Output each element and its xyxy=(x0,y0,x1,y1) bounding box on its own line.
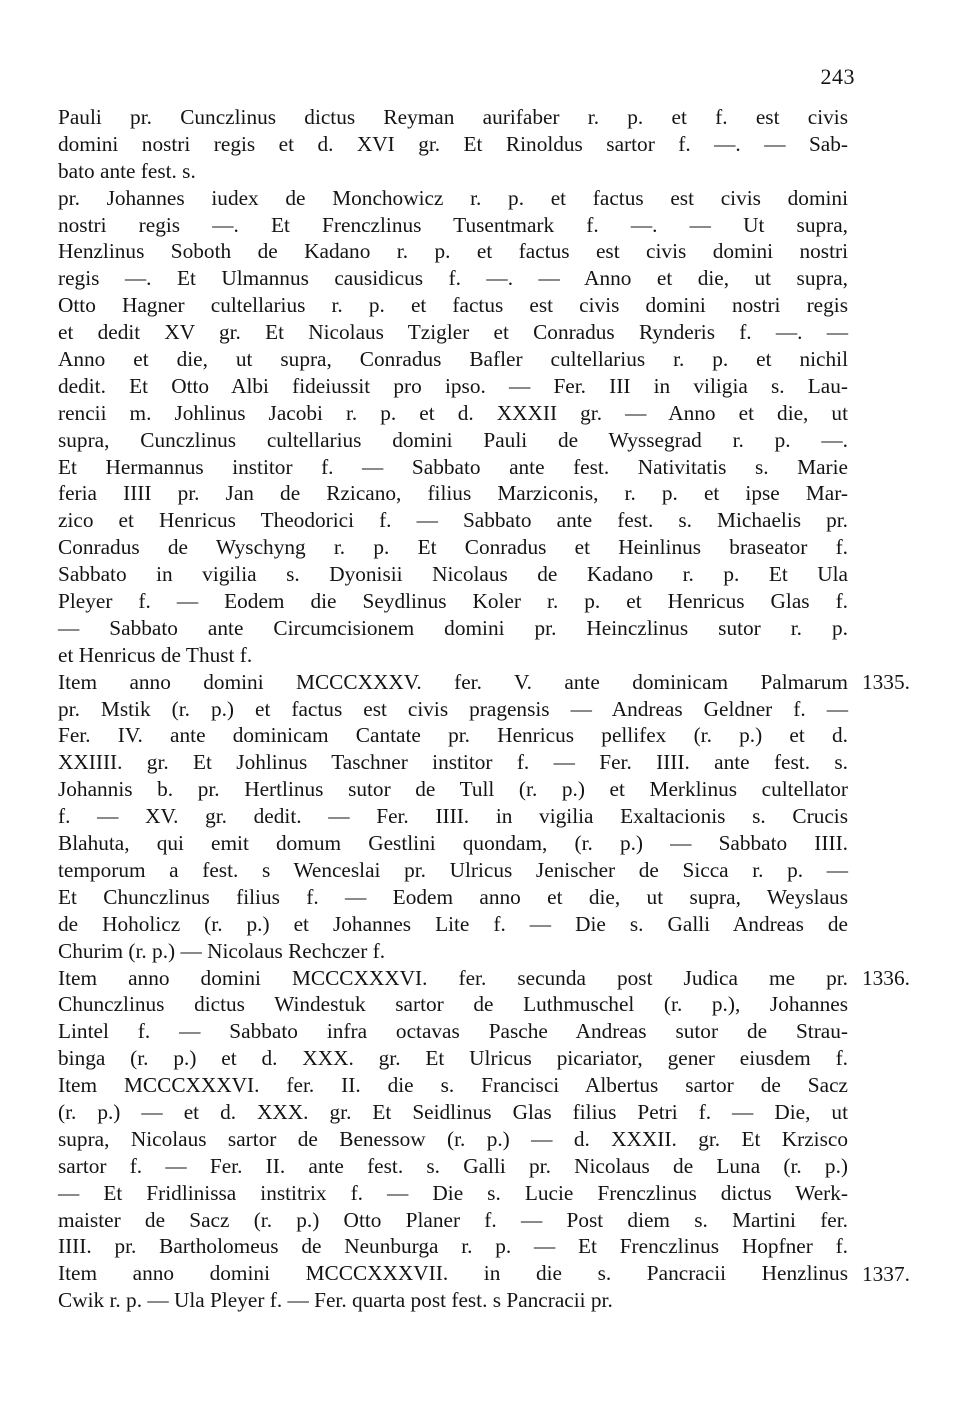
text-line: Pauli pr. Cunczlinus dictus Reyman aurifaber r. p. et f. est civis xyxy=(58,105,848,129)
text-line: rencii m. Johlinus Jacobi r. p. et d. XXXII gr. — Anno et die, ut xyxy=(58,400,848,425)
text-line: zico et Henricus Theodorici f. — Sabbato ante fest. s. Michaelis pr. xyxy=(58,508,848,533)
year-mark: 1335. xyxy=(862,669,910,694)
text-line: f. — XV. gr. dedit. — Fer. IIII. in vigilia Exaltacionis s. Crucis xyxy=(58,804,848,829)
text-line: bato ante fest. s. xyxy=(58,158,196,183)
text-line: — Sabbato ante Circumcisionem domini pr. Heinczlinus sutor r. p. xyxy=(58,615,848,640)
text-line: Sabbato in vigilia s. Dyonisii Nicolaus de Kadano r. p. Et Ula xyxy=(58,562,848,587)
text-line: Blahuta, qui emit domum Gestlini quondam, (r. p.) — Sabbato IIII. xyxy=(58,831,848,856)
text-line: nostri regis —. Et Frenczlinus Tusentmark f. —. — Ut supra, xyxy=(58,212,848,237)
text-line: maister de Sacz (r. p.) Otto Planer f. — Post diem s. Martini fer. xyxy=(58,1207,848,1232)
text-line: sartor f. — Fer. II. ante fest. s. Galli pr. Nicolaus de Luna (r. p.) xyxy=(58,1153,848,1178)
text-line: domini nostri regis et d. XVI gr. Et Rinoldus sartor f. —. — Sab- xyxy=(58,131,848,156)
text-line: — Et Fridlinissa institrix f. — Die s. Lucie Frenczlinus dictus Werk- xyxy=(58,1180,848,1205)
text-line: Pleyer f. — Eodem die Seydlinus Koler r. p. et Henricus Glas f. xyxy=(58,589,848,614)
year-mark: 1336. xyxy=(862,965,910,990)
text-line: Cwik r. p. — Ula Pleyer f. — Fer. quarta post fest. s Pancracii pr. xyxy=(58,1288,613,1313)
text-line: Item anno domini MCCCXXXVII. in die s. Pancracii Henzlinus xyxy=(58,1261,848,1286)
text-line: Lintel f. — Sabbato infra octavas Pasche Andreas sutor de Strau- xyxy=(58,1019,848,1044)
text-line: Otto Hagner cultellarius r. p. et factus est civis domini nostri regis xyxy=(58,293,848,318)
year-mark: 1337. xyxy=(862,1261,910,1286)
text-line: Chunczlinus dictus Windestuk sartor de Luthmuschel (r. p.), Johannes xyxy=(58,992,848,1017)
text-line: Henzlinus Soboth de Kadano r. p. et factus est civis domini nostri xyxy=(58,239,848,264)
text-line: binga (r. p.) et d. XXX. gr. Et Ulricus picariator, gener eiusdem f. xyxy=(58,1046,848,1071)
text-line: supra, Cunczlinus cultellarius domini Pauli de Wyssegrad r. p. —. xyxy=(58,427,848,452)
text-line: Et Hermannus institor f. — Sabbato ante fest. Nativitatis s. Marie xyxy=(58,454,848,479)
text-line: IIII. pr. Bartholomeus de Neunburga r. p. — Et Frenczlinus Hopfner f. xyxy=(58,1234,848,1259)
text-line: pr. Mstik (r. p.) et factus est civis pragensis — Andreas Geldner f. — xyxy=(58,696,848,721)
text-line: et Henricus de Thust f. xyxy=(58,642,253,667)
text-line: dedit. Et Otto Albi fideiussit pro ipso. — Fer. III in viligia s. Lau- xyxy=(58,373,848,398)
page-number: 243 xyxy=(820,64,855,89)
text-line: Johannis b. pr. Hertlinus sutor de Tull (r. p.) et Merklinus cultellator xyxy=(58,777,848,802)
text-line: temporum a fest. s Wenceslai pr. Ulricus Jenischer de Sicca r. p. — xyxy=(58,857,848,882)
text-line: Conradus de Wyschyng r. p. Et Conradus et Heinlinus braseator f. xyxy=(58,535,848,560)
text-line: Item anno domini MCCCXXXVI. fer. secunda post Judica me pr. xyxy=(58,965,848,990)
text-line: Et Chunczlinus filius f. — Eodem anno et die, ut supra, Weyslaus xyxy=(58,884,848,909)
text-line: pr. Johannes iudex de Monchowicz r. p. et factus est civis domini xyxy=(58,185,848,210)
text-line: Item anno domini MCCCXXXV. fer. V. ante dominicam Palmarum xyxy=(58,669,848,694)
text-line: (r. p.) — et d. XXX. gr. Et Seidlinus Glas filius Petri f. — Die, ut xyxy=(58,1099,848,1124)
text-line: Churim (r. p.) — Nicolaus Rechczer f. xyxy=(58,938,386,963)
text-line: et dedit XV gr. Et Nicolaus Tzigler et Conradus Rynderis f. —. — xyxy=(58,320,848,345)
text-line: Fer. IV. ante dominicam Cantate pr. Henricus pellifex (r. p.) et d. xyxy=(58,723,848,748)
text-line: Item MCCCXXXVI. fer. II. die s. Francisci Albertus sartor de Sacz xyxy=(58,1073,848,1098)
text-line: regis —. Et Ulmannus causidicus f. —. — Anno et die, ut supra, xyxy=(58,266,848,291)
text-line: supra, Nicolaus sartor de Benessow (r. p.) — d. XXXII. gr. Et Krzisco xyxy=(58,1126,848,1151)
text-line: Anno et die, ut supra, Conradus Bafler cultellarius r. p. et nichil xyxy=(58,347,848,372)
text-line: feria IIII pr. Jan de Rzicano, filius Marziconis, r. p. et ipse Mar- xyxy=(58,481,848,506)
text-line: de Hoholicz (r. p.) et Johannes Lite f. — Die s. Galli Andreas de xyxy=(58,911,848,936)
text-body xyxy=(58,104,848,1314)
text-line: XXIIII. gr. Et Johlinus Taschner institor f. — Fer. IIII. ante fest. s. xyxy=(58,750,848,775)
